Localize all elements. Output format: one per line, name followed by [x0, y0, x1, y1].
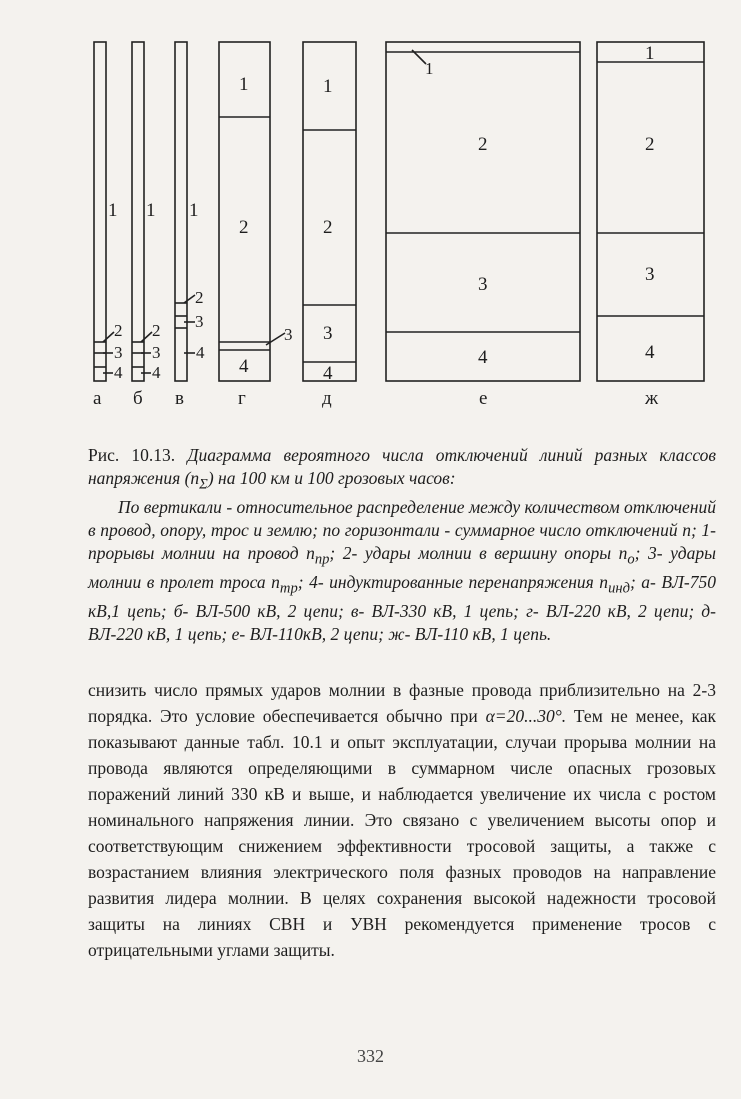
caption-prefix: Рис. 10.13. [88, 445, 176, 465]
column-zh-segment-2-label: 2 [645, 134, 655, 155]
column-zh [597, 42, 704, 409]
column-d-segment-3-label: 3 [323, 323, 333, 344]
column-e-label: е [479, 388, 488, 409]
column-d-label: д [322, 388, 332, 409]
column-v-segment-3-label: 3 [195, 312, 204, 331]
column-b-segment-1-label: 1 [146, 200, 156, 221]
column-v-segment-1-label: 1 [189, 200, 199, 221]
column-e-segment-3-label: 3 [478, 274, 488, 295]
column-zh-segment-4-label: 4 [645, 342, 655, 363]
column-a-segment-1-label: 1 [108, 200, 118, 221]
column-a-label: а [93, 388, 102, 409]
column-d-segment-4-label: 4 [323, 363, 333, 384]
caption-title-text: Диаграмма вероятного числа отключений линий разных классов напряжения $(n_\Sigma)$ на 100 км и 100 грозовых часов: [88, 445, 717, 493]
column-d [303, 42, 356, 409]
caption-title [88, 444, 716, 496]
column-e-segment-1-label: 1 [425, 59, 434, 78]
column-zh-segment-1-label: 1 [645, 43, 655, 64]
column-e-frame [386, 42, 580, 381]
column-g-segment-4-label: 4 [239, 356, 249, 377]
diagram-figure [0, 0, 741, 420]
column-a [93, 42, 123, 409]
column-a-segment-3-label: 3 [114, 343, 123, 362]
column-g-segment-1-label: 1 [239, 74, 249, 95]
column-e [386, 42, 580, 409]
column-g-label: г [238, 388, 246, 409]
column-v-frame [175, 42, 187, 381]
column-b-label: б [133, 388, 143, 409]
column-v-segment-2-label: 2 [195, 288, 204, 307]
column-zh-label: ж [645, 388, 659, 409]
column-v [175, 42, 205, 409]
column-v-segment-4-label: 4 [196, 343, 205, 362]
column-a-segment-2-label: 2 [114, 321, 123, 340]
column-a-frame [94, 42, 106, 381]
column-e-segment-4-label: 4 [478, 347, 488, 368]
caption-description: По вертикали - относительное распределение между количеством отключений в провод, опору, трос и землю; по горизонтали - суммарное число отключений n; 1- прорывы молнии на провод $n_{пр}$; 2- удары молнии в вершину опоры $n_о$; 3- удары молнии в пролет троса $n_{тр}$; 4- индуктированные перенапряжения $n_{инд}$; а- ВЛ-750 кВ,1 цепь; б- ВЛ-500 кВ, 2 цепи; в- ВЛ-330 кВ, 1 цепь; г- ВЛ-220 кВ, 2 цепи; д- ВЛ-220 кВ, 1 цепь; е- ВЛ-110кВ, 2 цепи; ж- ВЛ-110 кВ, 1 цепь. [88, 497, 717, 645]
column-e-segment-2-label: 2 [478, 134, 488, 155]
column-v-leader-2 [184, 295, 195, 303]
column-g-segment-3-label: 3 [284, 325, 293, 344]
column-g-leader-3 [266, 333, 285, 345]
column-g [219, 42, 293, 409]
page-number: 332 [357, 1046, 384, 1066]
column-d-segment-2-label: 2 [323, 217, 333, 238]
column-b-leader-2 [141, 332, 152, 342]
column-b-frame [132, 42, 144, 381]
column-b-segment-2-label: 2 [152, 321, 161, 340]
column-b-segment-4-label: 4 [152, 363, 161, 382]
body-paragraph: снизить число прямых ударов молнии в фазные провода приблизительно на 2-3 порядка. Это условие обеспечивается обычно при α=20...30°. Тем не менее, как показывают данные табл. 10.1 и опыт эксплуатации, случаи прорыва молнии на провода являются определяющими в суммарном числе опасных грозовых поражений линий 330 кВ и выше, и наблюдается увеличение их числа с ростом номинального напряжения линии. Это связано с увеличением высоты опор и соответствующим снижением эффективности тросовой защиты, а также с возрастанием влияния электрического поля фазных проводов на направление развития лидера молнии. В целях сохранения высокой надежности тросовой защиты на линиях СВН и УВН рекомендуется применение тросов с отрицательными углами защиты. [88, 680, 716, 960]
column-a-leader-2 [103, 332, 114, 342]
column-d-segment-1-label: 1 [323, 76, 333, 97]
column-b [132, 42, 161, 409]
column-zh-segment-3-label: 3 [645, 264, 655, 285]
column-b-segment-3-label: 3 [152, 343, 161, 362]
alpha-angle: α=20...30°. [485, 706, 567, 726]
column-zh-frame [597, 42, 704, 381]
column-g-segment-2-label: 2 [239, 217, 249, 238]
figure-caption [88, 444, 716, 646]
column-v-label: в [175, 388, 184, 409]
column-a-segment-4-label: 4 [114, 363, 123, 382]
